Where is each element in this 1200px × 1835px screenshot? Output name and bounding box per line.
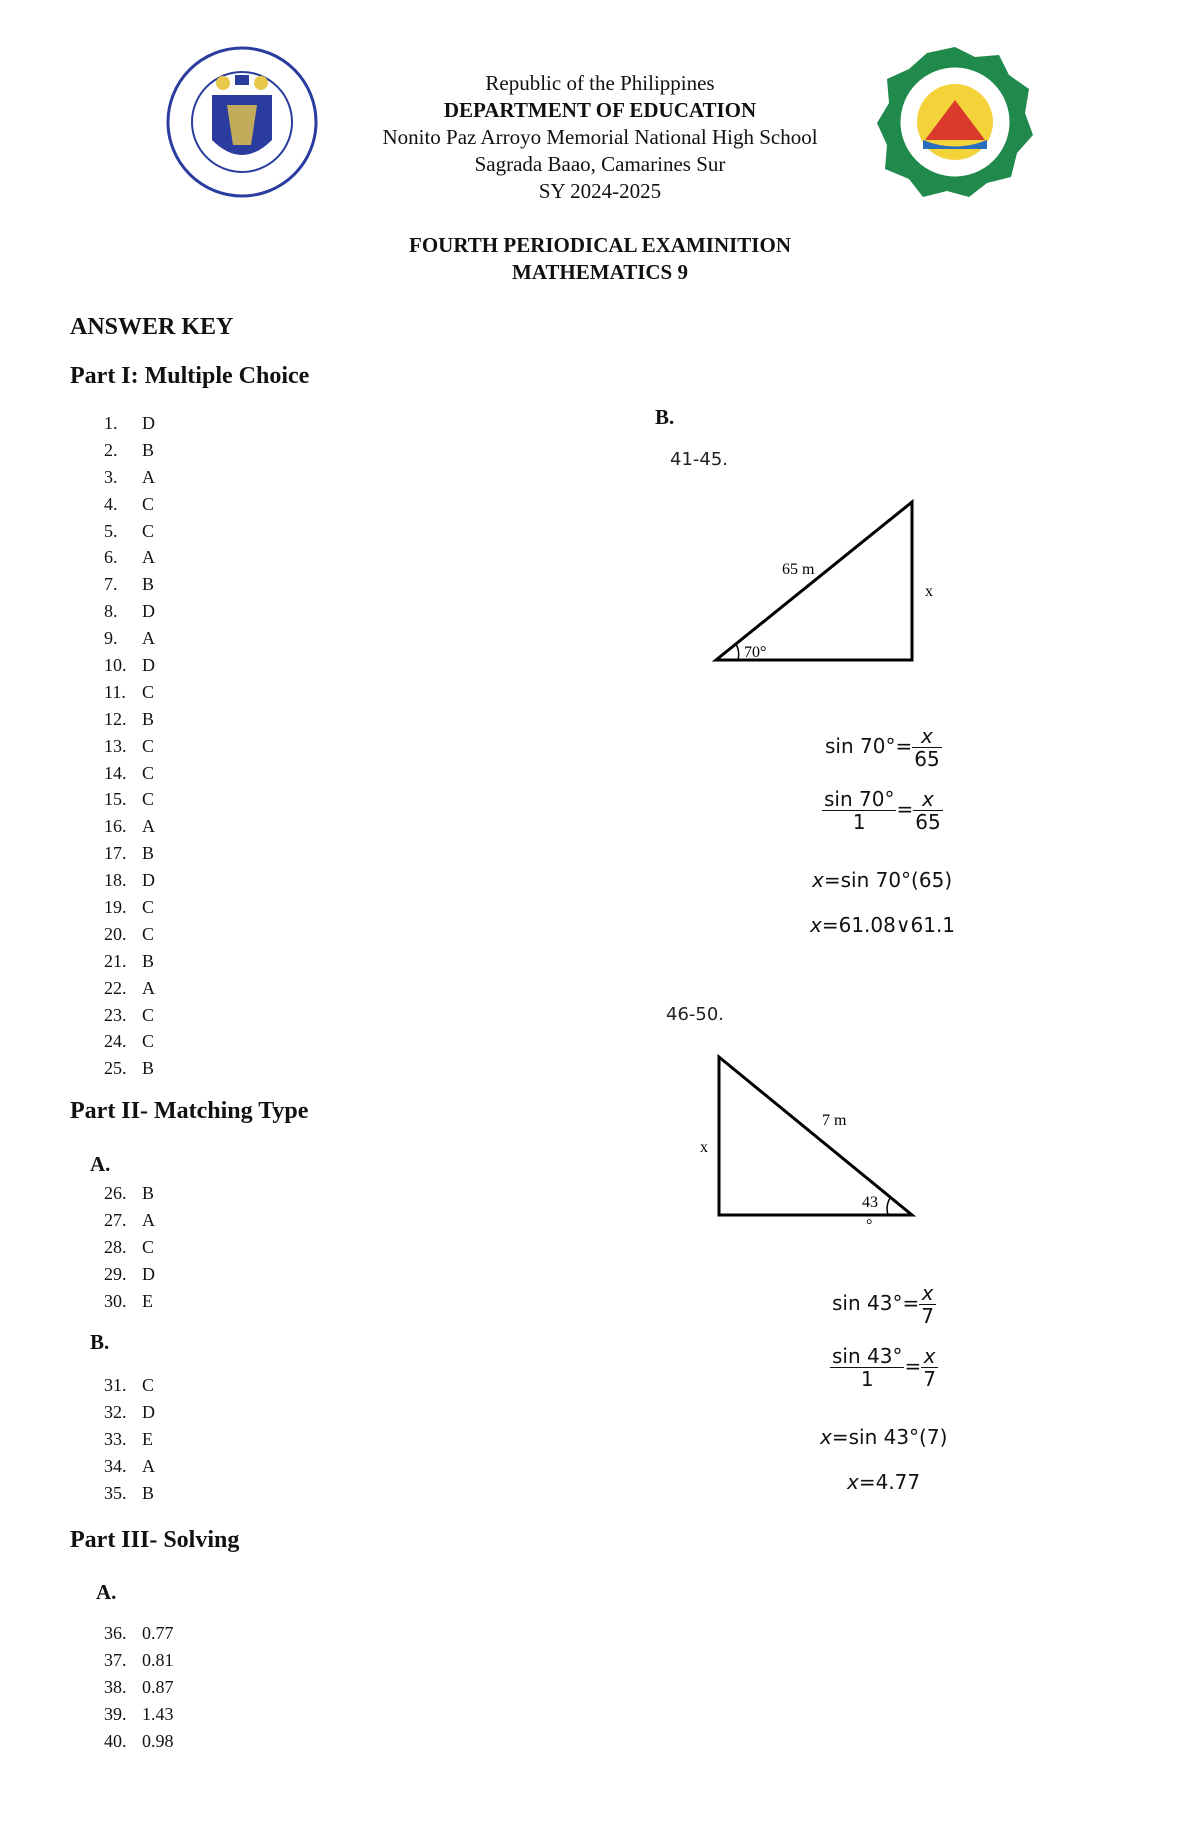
item-answer: B [142,574,155,595]
item-number: 29. [104,1263,127,1284]
list-item [104,410,155,437]
problem2-eq1 [832,1282,936,1327]
item-answer: B [142,950,155,971]
list-item [104,491,155,518]
item-answer: C [142,681,155,702]
header-school: Nonito Paz Arroyo Memorial National High School [382,125,818,149]
problem2-eq4-rest: =4.77 [858,1470,921,1494]
school-seal [875,45,1035,200]
problem2-eq1-den: 7 [921,1304,934,1328]
list-item [104,786,155,813]
problem1-eq3-var: x [812,868,824,892]
list-item [104,1261,155,1288]
item-number: 20. [104,923,127,944]
problem1-eq1-left: sin 70°= [825,734,913,758]
problem2-eq3-rest: =sin 43°(7) [831,1425,948,1449]
problem1-eq1 [825,725,942,770]
list-item [104,733,155,760]
item-number: 28. [104,1236,127,1257]
problem2-eq4-var: x [847,1470,859,1494]
item-answer: A [142,1455,155,1476]
item-number: 3. [104,466,118,487]
item-answer: C [142,897,155,918]
item-number: 26. [104,1183,127,1203]
item-number: 21. [104,950,127,971]
list-item [104,948,155,975]
list-item [104,625,155,652]
list-item [104,1647,174,1674]
item-answer: A [142,1209,155,1230]
item-number: 36. [104,1623,127,1643]
item-number: 22. [104,977,127,998]
problem2-hyp-label: 7 m [822,1112,847,1129]
problem1-eq2 [822,788,943,833]
item-number: 2. [104,439,118,460]
list-item [104,1002,155,1029]
item-answer: B [142,1183,155,1203]
problem1-side-label: x [925,583,933,600]
item-number: 4. [104,493,118,514]
list-item [104,975,155,1002]
item-answer: 0.81 [142,1649,174,1670]
problem1-eq2-den-left: 1 [852,810,866,834]
problem1-eq2-eq: = [896,797,914,821]
problem1-eq1-den: 65 [914,747,940,771]
item-answer: E [142,1290,153,1311]
item-answer: C [142,762,155,783]
problem2-eq2-num: x [923,1344,936,1368]
item-number: 19. [104,897,127,918]
problem1-triangle [700,490,960,670]
problem2-side-label: x [700,1139,708,1156]
item-number: 38. [104,1676,127,1697]
problem1-eq4 [810,913,955,937]
part2-b-label: B. [90,1330,110,1354]
item-answer: C [142,789,155,810]
part1-list [104,410,155,1082]
list-item [104,437,155,464]
item-answer: D [142,413,155,433]
item-number: 25. [104,1058,127,1079]
problem1-angle-label: 70° [744,644,767,661]
deped-seal [165,45,320,200]
item-answer: E [142,1428,153,1449]
answer-key-title: ANSWER KEY [70,314,234,340]
problem1-eq3 [812,868,952,892]
item-number: 17. [104,843,127,864]
item-answer: A [142,977,155,998]
item-number: 14. [104,762,127,783]
item-number: 16. [104,816,127,837]
problem2-angle-deg: ° [866,1217,873,1234]
problem1-eq3-rest: =sin 70°(65) [823,868,953,892]
problem2-eq1-left: sin 43°= [832,1291,920,1315]
list-item [104,571,155,598]
item-answer: C [142,1004,155,1025]
part3-title: Part III- Solving [70,1527,240,1553]
item-answer: 0.77 [142,1623,174,1643]
item-number: 33. [104,1428,127,1449]
item-number: 13. [104,735,127,756]
part2-title: Part II- Matching Type [70,1098,309,1124]
item-number: 24. [104,1031,127,1052]
item-number: 39. [104,1703,127,1724]
item-answer: A [142,628,155,649]
problem1-eq4-var: x [810,913,822,937]
problem2-eq2 [830,1345,938,1390]
item-number: 15. [104,789,127,810]
item-answer: B [142,1482,155,1503]
problem1-eq2-den: 65 [915,810,941,834]
item-number: 9. [104,628,118,649]
item-answer: C [142,1375,155,1395]
header-department: DEPARTMENT OF EDUCATION [443,98,757,122]
item-number: 30. [104,1290,127,1311]
header-address: Sagrada Baao, Camarines Sur [474,152,726,176]
item-number: 32. [104,1401,127,1422]
problem1-eq2-num: x [922,787,934,811]
list-item [104,464,155,491]
item-answer: C [142,1031,155,1052]
item-number: 31. [104,1375,127,1395]
list-item [104,1426,155,1453]
list-item [104,921,155,948]
list-item [104,652,155,679]
item-number: 11. [104,681,126,702]
item-number: 5. [104,520,118,541]
exam-title: FOURTH PERIODICAL EXAMINITION [409,233,791,257]
item-answer: D [142,1263,155,1284]
list-item [104,598,155,625]
item-answer: C [142,520,155,541]
list-item [104,1234,155,1261]
item-number: 10. [104,655,127,676]
item-answer: B [142,439,155,460]
item-answer: C [142,493,155,514]
exam-subject: MATHEMATICS 9 [512,260,688,284]
item-answer: D [142,601,155,622]
part3-a-label: A. [96,1580,117,1604]
list-item [104,1180,155,1207]
item-answer: D [142,870,155,891]
item-number: 7. [104,574,118,595]
list-item [104,1674,174,1701]
problem1-label: 41-45. [670,449,729,470]
problem2-eq2-den: 7 [923,1367,936,1391]
header-school-year: SY 2024-2025 [538,179,662,203]
item-number: 12. [104,708,127,729]
item-number: 35. [104,1482,127,1503]
item-answer: 1.43 [142,1703,174,1724]
part2-a-list [104,1180,155,1314]
item-answer: A [142,547,155,568]
list-item [104,1728,174,1755]
item-number: 6. [104,547,118,568]
list-item [104,544,155,571]
item-answer: C [142,735,155,756]
problem1-eq2-num-left: sin 70° [824,787,895,811]
part1-title: Part I: Multiple Choice [70,363,310,389]
problem2-triangle [690,1045,950,1245]
item-number: 37. [104,1649,127,1670]
problem2-eq3 [820,1425,947,1449]
list-item [104,706,155,733]
item-answer: B [142,843,155,864]
problem1-hyp-label: 65 m [782,561,815,578]
item-answer: D [142,1401,155,1422]
item-number: 34. [104,1455,127,1476]
list-item [104,867,155,894]
list-item [104,1480,155,1507]
list-item [104,894,155,921]
list-item [104,1620,174,1647]
problem2-eq2-den-left: 1 [860,1367,874,1391]
problem2-eq2-num-left: sin 43° [832,1344,903,1368]
list-item [104,679,155,706]
problem1-eq1-num: x [921,724,933,748]
problem2-eq2-eq: = [904,1354,922,1378]
item-number: 1. [104,413,118,433]
list-item [104,1028,155,1055]
item-answer: C [142,923,155,944]
list-item [104,1207,155,1234]
list-item [104,1453,155,1480]
header-republic: Republic of the Philippines [485,71,715,95]
list-item [104,760,155,787]
item-number: 40. [104,1730,127,1751]
item-number: 18. [104,870,127,891]
list-item [104,1055,155,1082]
problem2-eq1-num: x [921,1281,934,1305]
problem1-eq4-rest: =61.08∨61.1 [821,913,956,937]
part2-a-label: A. [90,1152,111,1176]
part3-b-label: B. [655,405,675,429]
item-answer: B [142,1058,155,1079]
part3-a-list [104,1620,174,1754]
list-item [104,1701,174,1728]
item-number: 23. [104,1004,127,1025]
problem2-eq3-var: x [820,1425,832,1449]
item-answer: A [142,816,155,837]
problem2-label: 46-50. [666,1004,725,1025]
part2-b-list [104,1372,155,1506]
item-answer: 0.87 [142,1676,174,1697]
item-answer: 0.98 [142,1730,174,1751]
item-answer: D [142,655,155,676]
list-item [104,840,155,867]
item-answer: A [142,466,155,487]
list-item [104,1288,155,1315]
list-item [104,518,155,545]
item-number: 27. [104,1209,127,1230]
list-item [104,813,155,840]
problem2-eq4 [847,1470,920,1494]
list-item [104,1372,155,1399]
list-item [104,1399,155,1426]
problem2-angle-label: 43 [862,1194,878,1211]
item-answer: B [142,708,155,729]
item-number: 8. [104,601,118,622]
item-answer: C [142,1236,155,1257]
